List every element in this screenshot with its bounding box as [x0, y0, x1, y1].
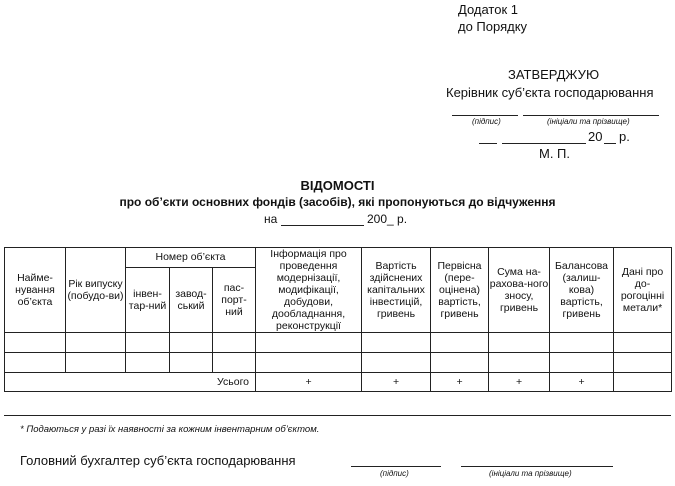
footnote: * Подаються у разі їх наявності за кожним інвентарним об’єктом.: [20, 424, 320, 435]
table-cell[interactable]: [614, 333, 672, 353]
table-cell[interactable]: [489, 333, 550, 353]
table-cell[interactable]: [614, 353, 672, 373]
column-header-depreciation: Сума на-рахова-ного зносу, гривень: [489, 248, 550, 333]
table-cell[interactable]: [213, 333, 256, 353]
column-header-initial: Первісна (пере-оцінена) вартість, гривень: [431, 248, 489, 333]
column-header-number-group: Номер об’єкта: [126, 248, 256, 268]
table-cell[interactable]: [66, 333, 126, 353]
total-mark: +: [550, 373, 614, 392]
table-cell[interactable]: [362, 333, 431, 353]
table-total-row: [5, 373, 672, 392]
column-header-cost: Вартість здійснених капітальних інвестицій, гривень: [362, 248, 431, 333]
table-cell[interactable]: [550, 333, 614, 353]
addendum-line-1: Додаток 1: [458, 2, 518, 17]
addendum-line-2: до Порядку: [458, 19, 528, 34]
table-cell[interactable]: [489, 353, 550, 373]
document-date-line: [281, 225, 364, 226]
approval-day-line: [479, 143, 497, 144]
approval-sign-caption: (підпис): [472, 117, 501, 126]
table-cell[interactable]: [126, 333, 170, 353]
approval-title: ЗАТВЕРДЖУЮ: [508, 67, 600, 82]
table-row: [5, 353, 672, 373]
document-date-year: 200_ р.: [367, 212, 408, 226]
approval-stamp: М. П.: [539, 146, 571, 161]
table-cell[interactable]: [170, 333, 213, 353]
column-header-name: Найме-нування об’єкта: [5, 248, 66, 333]
total-mark: +: [362, 373, 431, 392]
accountant-name-line: [461, 466, 613, 467]
column-header-balance: Балансова (залиш-кова) вартість, гривень: [550, 248, 614, 333]
table-cell[interactable]: [213, 353, 256, 373]
document-date-prefix: на: [264, 212, 278, 226]
approval-year-line: [604, 143, 616, 144]
document-subtitle: про об’єкти основних фондів (засобів), які пропонуються до відчуження: [119, 195, 556, 209]
table-cell[interactable]: [614, 373, 672, 392]
table-cell[interactable]: [5, 333, 66, 353]
column-header-metals: Дані про до-рогоцінні метали*: [614, 248, 672, 333]
table-cell[interactable]: [362, 353, 431, 373]
table-cell[interactable]: [5, 353, 66, 373]
accountant-name-caption: (ініціали та прізвище): [489, 469, 572, 478]
column-header-factory: завод-ський: [170, 267, 213, 332]
table-cell[interactable]: [431, 333, 489, 353]
approval-role: Керівник суб’єкта господарювання: [446, 85, 654, 100]
table-cell[interactable]: [126, 353, 170, 373]
footnote-divider: [4, 415, 671, 416]
total-mark: +: [256, 373, 362, 392]
approval-date-suffix: р.: [619, 129, 630, 144]
table-cell[interactable]: [66, 353, 126, 373]
approval-date-prefix: 20: [588, 129, 603, 144]
total-mark: +: [489, 373, 550, 392]
column-header-year: Рік випуску (побудо-ви): [66, 248, 126, 333]
table-cell[interactable]: [550, 353, 614, 373]
approval-sign-line: [452, 115, 518, 116]
table-cell[interactable]: [256, 353, 362, 373]
approval-name-line: [523, 115, 659, 116]
table-cell[interactable]: [170, 353, 213, 373]
accountant-sign-caption: (підпис): [380, 469, 409, 478]
column-header-passport: пас-порт-ний: [213, 267, 256, 332]
table-row: [5, 333, 672, 353]
approval-month-line: [502, 143, 586, 144]
column-header-inventory: інвен-тар-ний: [126, 267, 170, 332]
document-title: ВІДОМОСТІ: [300, 178, 375, 193]
table-cell[interactable]: [256, 333, 362, 353]
fixed-assets-table: [4, 247, 672, 392]
approval-name-caption: (ініціали та прізвище): [547, 117, 630, 126]
column-header-info: Інформація про проведення модернізації, модифікації, добудови, дообладнання, реконструкції: [256, 248, 362, 333]
table-cell[interactable]: [431, 353, 489, 373]
total-label: Усього: [5, 373, 256, 392]
accountant-sign-line: [351, 466, 441, 467]
accountant-role: Головний бухгалтер суб’єкта господарювання: [20, 453, 296, 468]
total-mark: +: [431, 373, 489, 392]
